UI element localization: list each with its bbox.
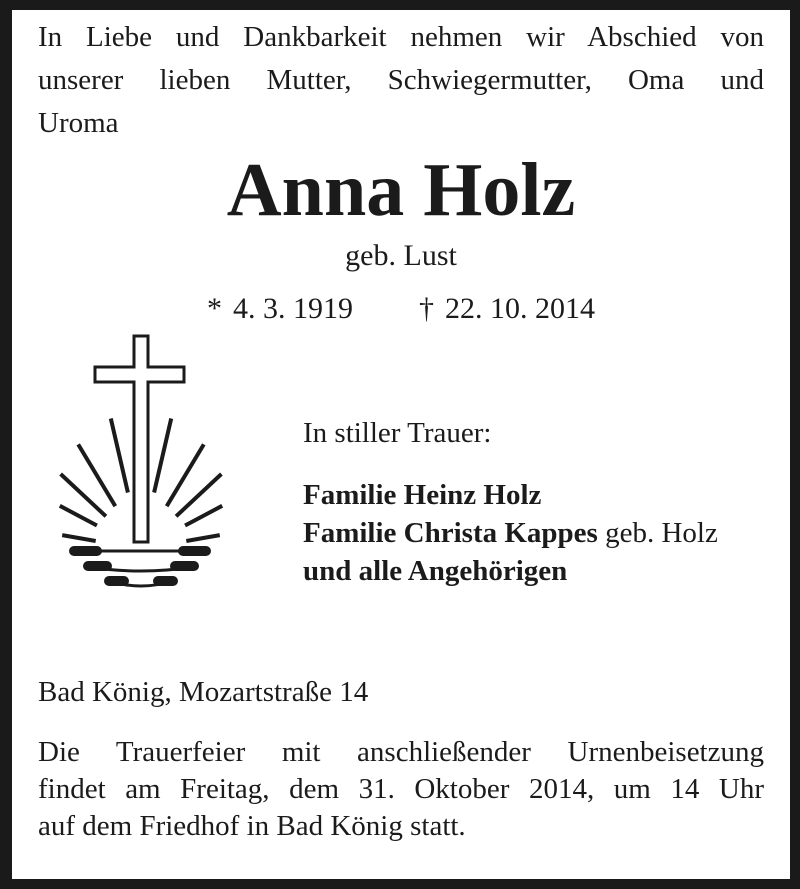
maiden-name: geb. Lust	[345, 239, 457, 272]
death-date	[419, 292, 595, 326]
middle-section	[38, 332, 764, 599]
address-line: Bad König, Mozartstraße 14	[38, 676, 369, 708]
intro-line: unserer lieben Mutter, Schwiegermutter, Oma und	[38, 64, 764, 96]
mourning-block	[303, 415, 718, 590]
intro-line: In Liebe und Dankbarkeit nehmen wir Abschied von	[38, 21, 764, 53]
mourner-name-bold: Familie Christa Kappes	[303, 517, 598, 549]
life-dates	[38, 292, 764, 326]
death-cross-icon: †	[419, 292, 434, 325]
mourner-line: Familie Heinz Holz	[303, 479, 542, 511]
mourners-list	[303, 476, 718, 590]
birth-date-value: 4. 3. 1919	[233, 292, 353, 325]
cross-sunrise-emblem-icon	[55, 334, 245, 604]
mourner-line	[303, 514, 718, 552]
mourning-heading: In stiller Trauer:	[303, 417, 492, 449]
funeral-line: Die Trauerfeier mit anschließender Urnenbeisetzung	[38, 736, 764, 768]
birth-date	[207, 292, 353, 326]
deceased-name: Anna Holz	[226, 148, 576, 232]
birth-star-icon: *	[207, 292, 222, 325]
intro-line: Uroma	[38, 107, 119, 139]
mourner-maiden-name: geb. Holz	[605, 517, 718, 549]
funeral-line: findet am Freitag, dem 31. Oktober 2014, um 14 Uhr	[38, 773, 764, 805]
death-date-value: 22. 10. 2014	[445, 292, 595, 325]
funeral-info-paragraph	[38, 734, 764, 845]
mourner-line: und alle Angehörigen	[303, 555, 568, 587]
intro-paragraph	[38, 16, 764, 145]
funeral-line: auf dem Friedhof in Bad König statt.	[38, 810, 466, 842]
cross-sunrise-svg	[55, 334, 245, 599]
